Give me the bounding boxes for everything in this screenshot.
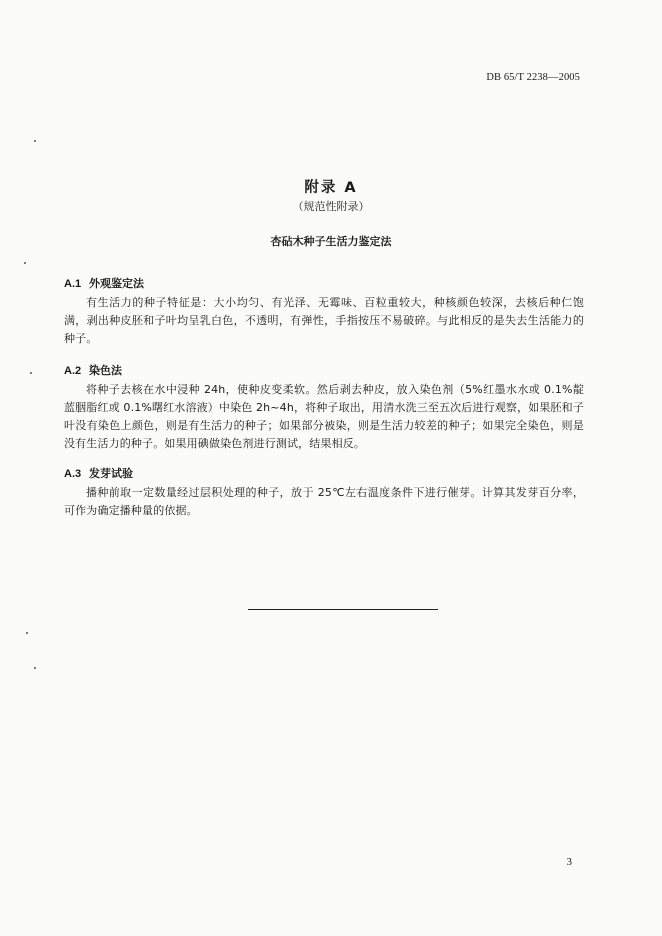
scan-speck (34, 140, 36, 142)
section-title: 外观鉴定法 (88, 277, 144, 290)
section-number: A.2 (64, 365, 82, 377)
section-a2 (64, 363, 584, 453)
section-title: 染色法 (88, 364, 122, 377)
scan-speck (34, 667, 36, 669)
appendix-title: 附录 A (304, 180, 358, 196)
section-heading (64, 276, 584, 292)
scan-speck (24, 262, 26, 264)
section-a1 (64, 276, 584, 348)
section-heading (64, 466, 584, 482)
section-a3 (64, 466, 584, 520)
appendix-subtitle: （规范性附录） (292, 200, 370, 213)
section-paragraph: 将种子去核在水中浸种 24h，使种皮变柔软。然后剥去种皮，放入染色剂（5%红墨水水或 0.1%靛蓝胭脂红或 0.1%曙红水溶液）中染色 2h~4h，将种子取出，用清水洗三至五次后进行观察，如果胚和子叶没有染色上颜色，则是有生活力的种子；如果部分被染，则是生活力较差的种子；如果完全染色，则是没有生活力的种子。如果用碘做染色剂进行测试，结果相反。 (64, 383, 584, 450)
page-number: 3 (566, 856, 572, 868)
section-title: 发芽试验 (88, 467, 133, 480)
scan-speck (26, 632, 28, 634)
section-heading (64, 363, 584, 379)
section-number: A.1 (64, 278, 82, 290)
section-paragraph: 有生活力的种子特征是：大小均匀、有光泽、无霉味、百粒重较大，种核颜色较深，去核后种仁饱满，剥出种皮胚和子叶均呈乳白色，不透明，有弹性，手指按压不易破碎。与此相反的是失去生活能力的种子。 (64, 296, 584, 345)
section-number: A.3 (64, 468, 82, 480)
section-paragraph: 播种前取一定数量经过层积处理的种子，放于 25℃左右温度条件下进行催芽。计算其发芽百分率，可作为确定播种量的依据。 (64, 486, 584, 517)
standard-code: DB 65/T 2238—2005 (486, 72, 580, 83)
document-title: 杏砧木种子生活力鉴定法 (270, 235, 392, 248)
scan-speck (30, 372, 32, 374)
end-rule-divider (248, 609, 438, 610)
